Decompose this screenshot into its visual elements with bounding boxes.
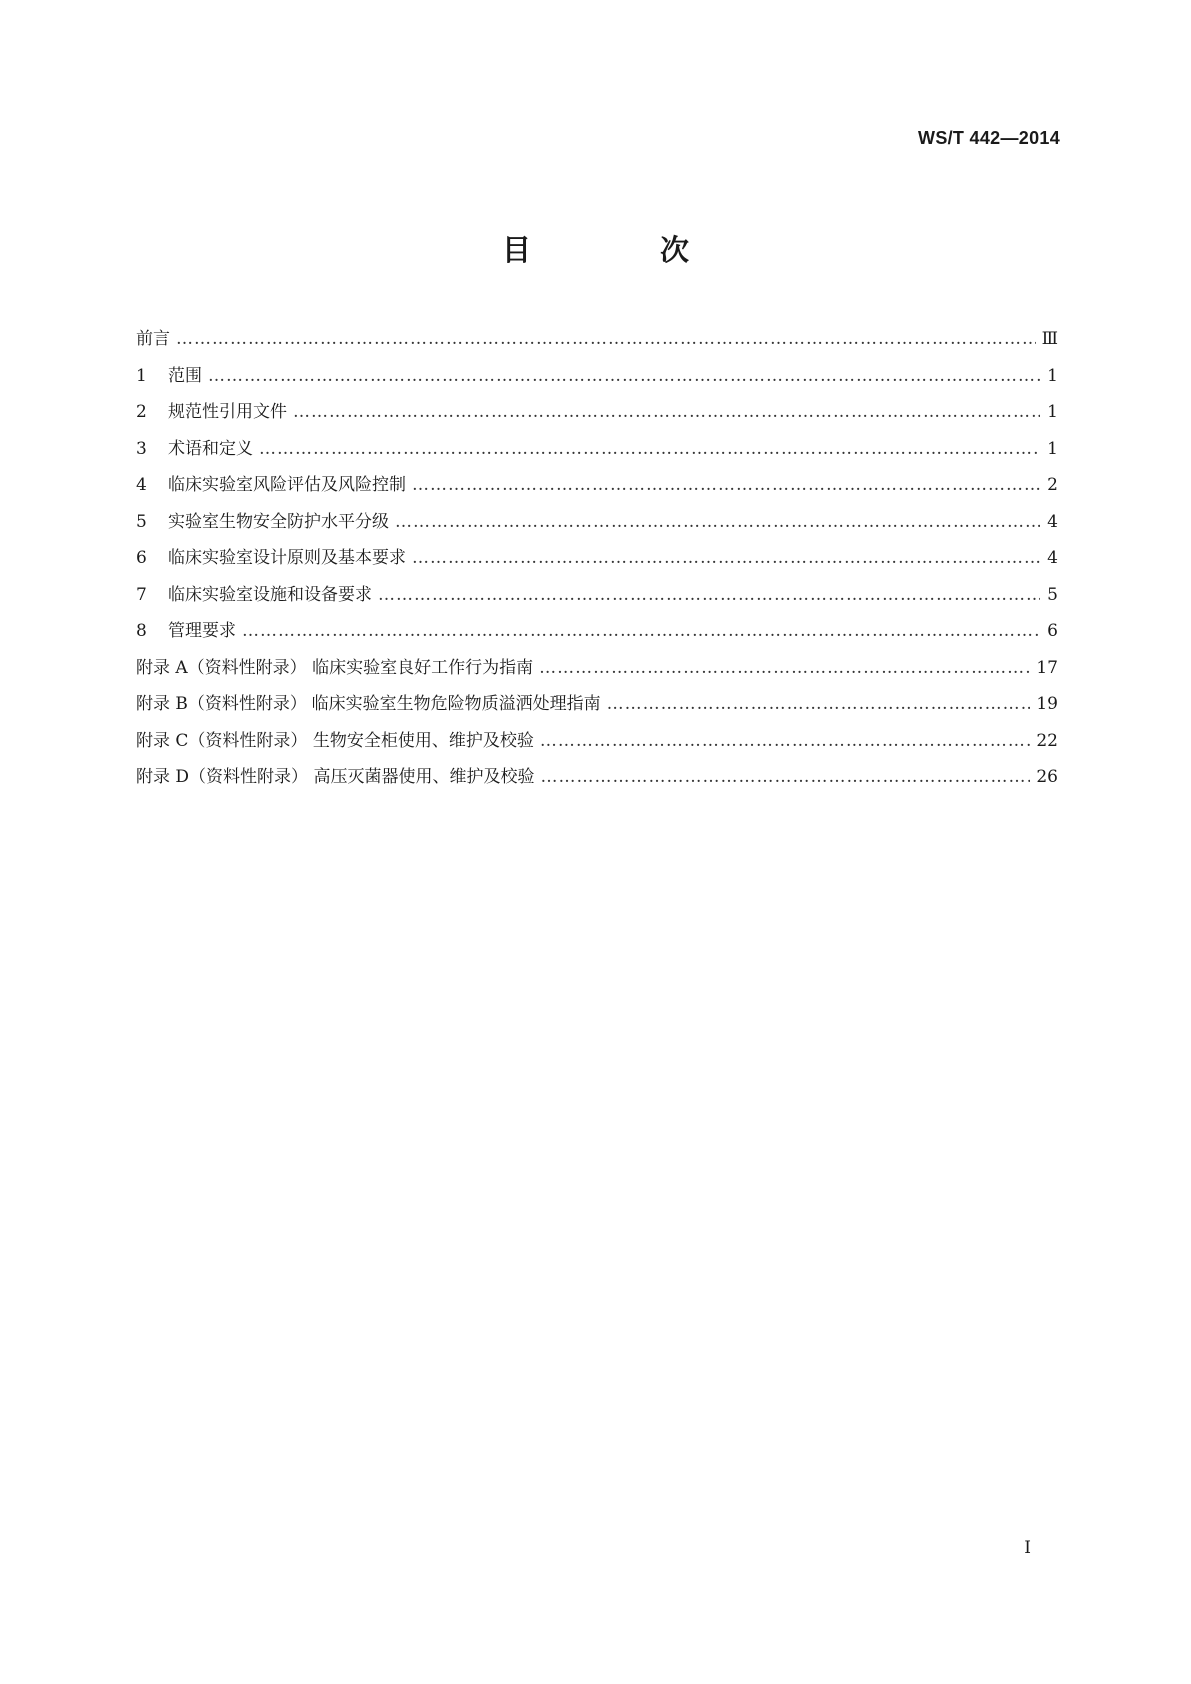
toc-dot-leader bbox=[293, 402, 1040, 422]
toc-entry-label: 前言 bbox=[136, 329, 170, 349]
toc-dot-leader bbox=[539, 658, 1030, 678]
toc-entry-number: 2 bbox=[136, 402, 147, 422]
toc-entry-2[interactable] bbox=[136, 397, 1058, 434]
toc-dot-leader bbox=[540, 731, 1030, 751]
toc-entry-number: 7 bbox=[136, 584, 147, 605]
toc-entry-4[interactable] bbox=[136, 470, 1058, 507]
toc-dot-leader bbox=[259, 439, 1040, 459]
toc-entry-page: 22 bbox=[1036, 730, 1058, 751]
toc-dot-leader bbox=[412, 548, 1040, 568]
toc-dot-leader bbox=[208, 366, 1040, 386]
toc-entry-page: 26 bbox=[1036, 767, 1058, 787]
toc-entry-label: 规范性引用文件 bbox=[168, 402, 287, 422]
toc-entry-label: 临床实验室良好工作行为指南 bbox=[312, 657, 534, 678]
toc-entry-number: 3 bbox=[136, 438, 147, 459]
toc-dot-leader bbox=[176, 329, 1036, 349]
toc-entry-label: 实验室生物安全防护水平分级 bbox=[168, 511, 389, 532]
toc-entry-page: 2 bbox=[1047, 475, 1058, 495]
page-number: I bbox=[1024, 1538, 1031, 1558]
toc-entry-label: 高压灭菌器使用、维护及校验 bbox=[313, 767, 535, 787]
toc-entry-page: 1 bbox=[1047, 402, 1058, 422]
toc-entry-number: 1 bbox=[136, 365, 147, 386]
toc-entry-appendix-c[interactable] bbox=[136, 726, 1058, 763]
toc-entry-number: 附录 C（资料性附录） bbox=[136, 730, 308, 751]
toc-entry-8[interactable] bbox=[136, 616, 1058, 653]
toc-dot-leader bbox=[412, 475, 1040, 495]
toc-entry-number: 4 bbox=[136, 475, 147, 495]
toc-entry-number: 5 bbox=[136, 511, 147, 532]
toc-entry-label: 临床实验室生物危险物质溢洒处理指南 bbox=[311, 694, 601, 714]
toc-dot-leader bbox=[540, 767, 1030, 787]
toc-entry-page: 1 bbox=[1047, 438, 1058, 459]
toc-entry-label: 范围 bbox=[168, 365, 202, 386]
toc-dot-leader bbox=[607, 694, 1031, 714]
page-title: 目 次 bbox=[501, 233, 739, 267]
toc-entry-number: 6 bbox=[136, 548, 147, 568]
toc-entry-7[interactable] bbox=[136, 580, 1058, 617]
toc-entry-number: 附录 A（资料性附录） bbox=[136, 657, 307, 678]
toc-entry-page: 19 bbox=[1036, 694, 1058, 714]
standard-code: WS/T 442—2014 bbox=[918, 128, 1060, 148]
toc-entry-5[interactable] bbox=[136, 507, 1058, 544]
toc-entry-label: 临床实验室设计原则及基本要求 bbox=[168, 548, 406, 568]
toc-dot-leader bbox=[242, 621, 1040, 641]
toc-entry-appendix-d[interactable] bbox=[136, 762, 1058, 799]
toc-entry-label: 生物安全柜使用、维护及校验 bbox=[312, 730, 534, 751]
toc-entry-6[interactable] bbox=[136, 543, 1058, 580]
toc-entry-1[interactable] bbox=[136, 361, 1058, 398]
toc-entry-appendix-a[interactable] bbox=[136, 653, 1058, 690]
toc-entry-page: 6 bbox=[1047, 621, 1058, 641]
toc-entry-foreword[interactable] bbox=[136, 324, 1058, 361]
toc-entry-3[interactable] bbox=[136, 434, 1058, 471]
toc-dot-leader bbox=[378, 585, 1040, 605]
toc-entry-label: 管理要求 bbox=[168, 621, 236, 641]
toc-entry-label: 临床实验室设施和设备要求 bbox=[168, 584, 372, 605]
toc-entry-number: 8 bbox=[136, 621, 147, 641]
toc-entry-page: 4 bbox=[1047, 511, 1058, 532]
toc-entry-page: 17 bbox=[1036, 657, 1058, 678]
toc-entry-page: 1 bbox=[1047, 365, 1058, 386]
toc-entry-page: 4 bbox=[1047, 548, 1058, 568]
toc-entry-number: 附录 D（资料性附录） bbox=[136, 767, 309, 787]
toc-entry-appendix-b[interactable] bbox=[136, 689, 1058, 726]
toc-entry-label: 术语和定义 bbox=[168, 438, 253, 459]
toc-entry-label: 临床实验室风险评估及风险控制 bbox=[168, 475, 406, 495]
toc-entry-number: 附录 B（资料性附录） bbox=[136, 694, 307, 714]
toc-entry-page: Ⅲ bbox=[1041, 329, 1058, 349]
table-of-contents bbox=[136, 324, 1058, 799]
toc-dot-leader bbox=[395, 512, 1040, 532]
toc-entry-page: 5 bbox=[1047, 584, 1058, 605]
